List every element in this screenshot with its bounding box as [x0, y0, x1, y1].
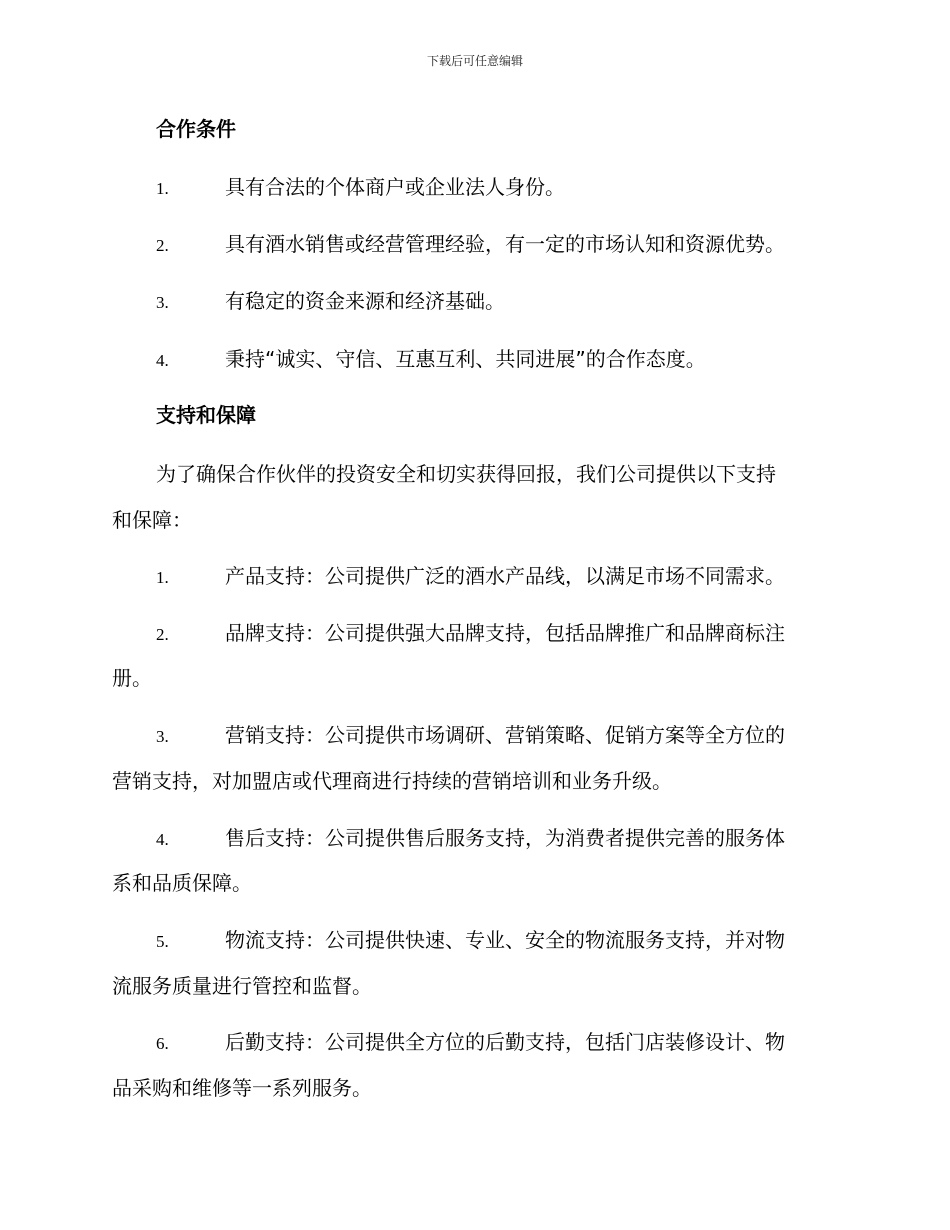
- list-item-number: 4.: [156, 830, 169, 849]
- list-item-text: 售后支持：公司提供售后服务支持，为消费者提供完善的服务体: [225, 826, 785, 850]
- list-item-number: 3.: [156, 727, 169, 746]
- list-item-continuation: 系和品质保障。: [112, 871, 252, 895]
- list-item-text: 品牌支持：公司提供强大品牌支持，包括品牌推广和品牌商标注: [225, 621, 785, 645]
- list-item-continuation: 品采购和维修等一系列服务。: [112, 1076, 372, 1100]
- page-header: 下载后可任意编辑: [426, 54, 523, 68]
- list-item-text: 物流支持：公司提供快速、专业、安全的物流服务支持，并对物: [225, 928, 785, 952]
- list-item-number: 5.: [156, 932, 169, 951]
- list-item-text: 具有合法的个体商户或企业法人身份。: [225, 175, 565, 199]
- list-item-number: 1.: [156, 568, 169, 587]
- list-item-number: 2.: [156, 625, 169, 644]
- list-item-number: 3.: [156, 293, 169, 312]
- section-heading-cooperation-conditions: 合作条件: [156, 117, 236, 141]
- list-item-text: 后勤支持：公司提供全方位的后勤支持，包括门店装修设计、物: [225, 1030, 785, 1054]
- list-item-text: 营销支持：公司提供市场调研、营销策略、促销方案等全方位的: [225, 723, 785, 747]
- list-item-number: 6.: [156, 1034, 169, 1053]
- list-item-text: 秉持“诚实、守信、互惠互利、共同进展”的合作态度。: [225, 347, 706, 371]
- list-item-text: 有稳定的资金来源和经济基础。: [225, 289, 505, 313]
- list-item-text: 具有酒水销售或经营管理经验，有一定的市场认知和资源优势。: [225, 232, 785, 256]
- list-item-continuation: 营销支持，对加盟店或代理商进行持续的营销培训和业务升级。: [112, 769, 672, 793]
- intro-paragraph-line: 和保障：: [112, 508, 192, 532]
- list-item-text: 产品支持：公司提供广泛的酒水产品线，以满足市场不同需求。: [225, 564, 785, 588]
- list-item-number: 1.: [156, 179, 169, 198]
- list-item-continuation: 册。: [112, 666, 152, 690]
- list-item-number: 4.: [156, 351, 169, 370]
- section-heading-support: 支持和保障: [156, 403, 256, 427]
- intro-paragraph-line: 为了确保合作伙伴的投资安全和切实获得回报，我们公司提供以下支持: [156, 462, 776, 486]
- list-item-continuation: 流服务质量进行管控和监督。: [112, 974, 372, 998]
- list-item-number: 2.: [156, 236, 169, 255]
